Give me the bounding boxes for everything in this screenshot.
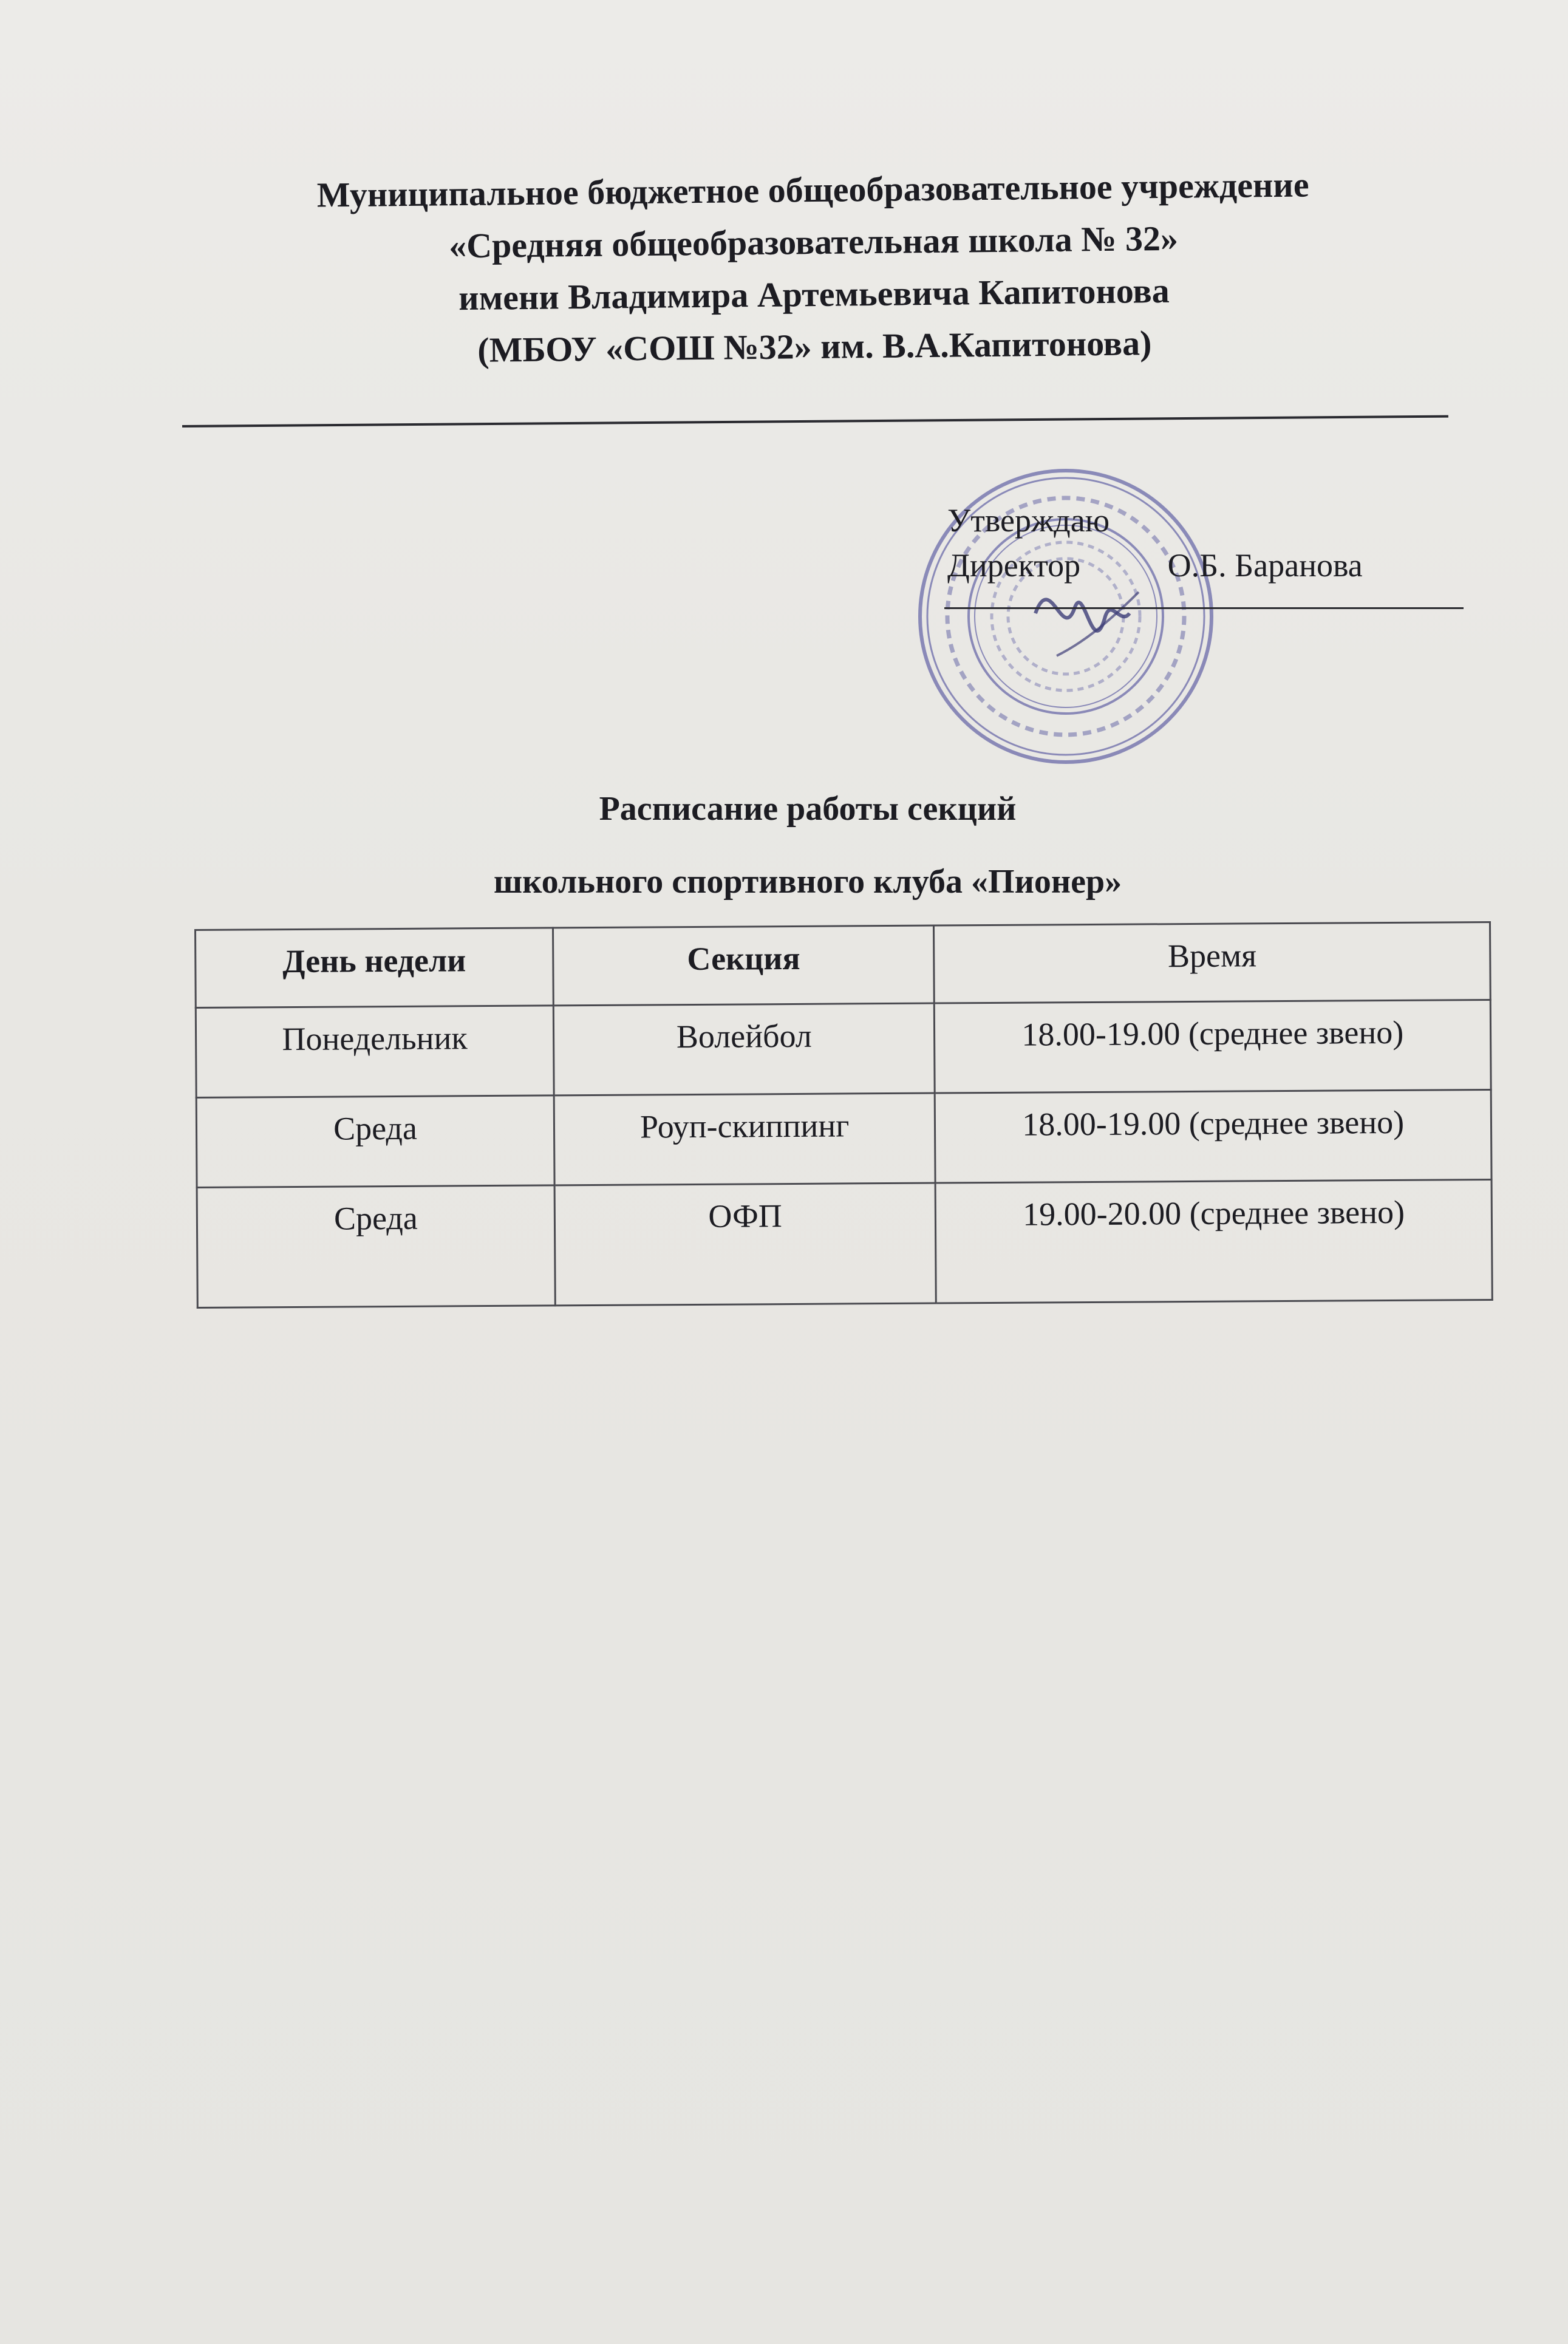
cell-time: 18.00-19.00 (среднее звено) — [935, 1089, 1491, 1183]
document-subtitle: школьного спортивного клуба «Пионер» — [493, 863, 1122, 901]
header-line-1: Муниципальное бюджетное общеобразовательное учреждение — [316, 165, 1309, 215]
approver-position: Директор — [947, 547, 1081, 584]
header-line-2: «Средняя общеобразовательная школа № 32» — [448, 218, 1179, 266]
approve-label: Утверждаю — [947, 502, 1110, 539]
column-header-section: Секция — [553, 925, 934, 1006]
cell-section: Волейбол — [553, 1003, 935, 1095]
cell-day: Понедельник — [196, 1006, 554, 1098]
schedule-table — [194, 921, 1493, 1309]
approver-name: О.Б. Баранова — [1167, 547, 1363, 584]
cell-day: Среда — [197, 1185, 555, 1308]
header-divider — [182, 415, 1448, 428]
header-line-4: (МБОУ «СОШ №32» им. В.А.Капитонова) — [477, 323, 1152, 370]
school-header — [199, 157, 1428, 379]
table-header-row — [196, 922, 1491, 1007]
cell-time: 19.00-20.00 (среднее звено) — [936, 1179, 1493, 1303]
table-row — [197, 1179, 1492, 1307]
cell-section: ОФП — [554, 1183, 936, 1306]
column-header-day: День недели — [196, 928, 554, 1008]
table-row — [196, 1089, 1491, 1187]
header-line-3: имени Владимира Артемьевича Капитонова — [458, 270, 1170, 318]
approval-block — [947, 498, 1363, 588]
column-header-time: Время — [934, 922, 1490, 1003]
signature-line — [944, 607, 1464, 609]
approver-line — [947, 543, 1363, 588]
document-title: Расписание работы секций — [599, 790, 1017, 828]
cell-section: Роуп-скиппинг — [554, 1093, 935, 1185]
table-row — [196, 1000, 1491, 1097]
cell-day: Среда — [196, 1095, 554, 1188]
cell-time: 18.00-19.00 (среднее звено) — [935, 1000, 1491, 1093]
